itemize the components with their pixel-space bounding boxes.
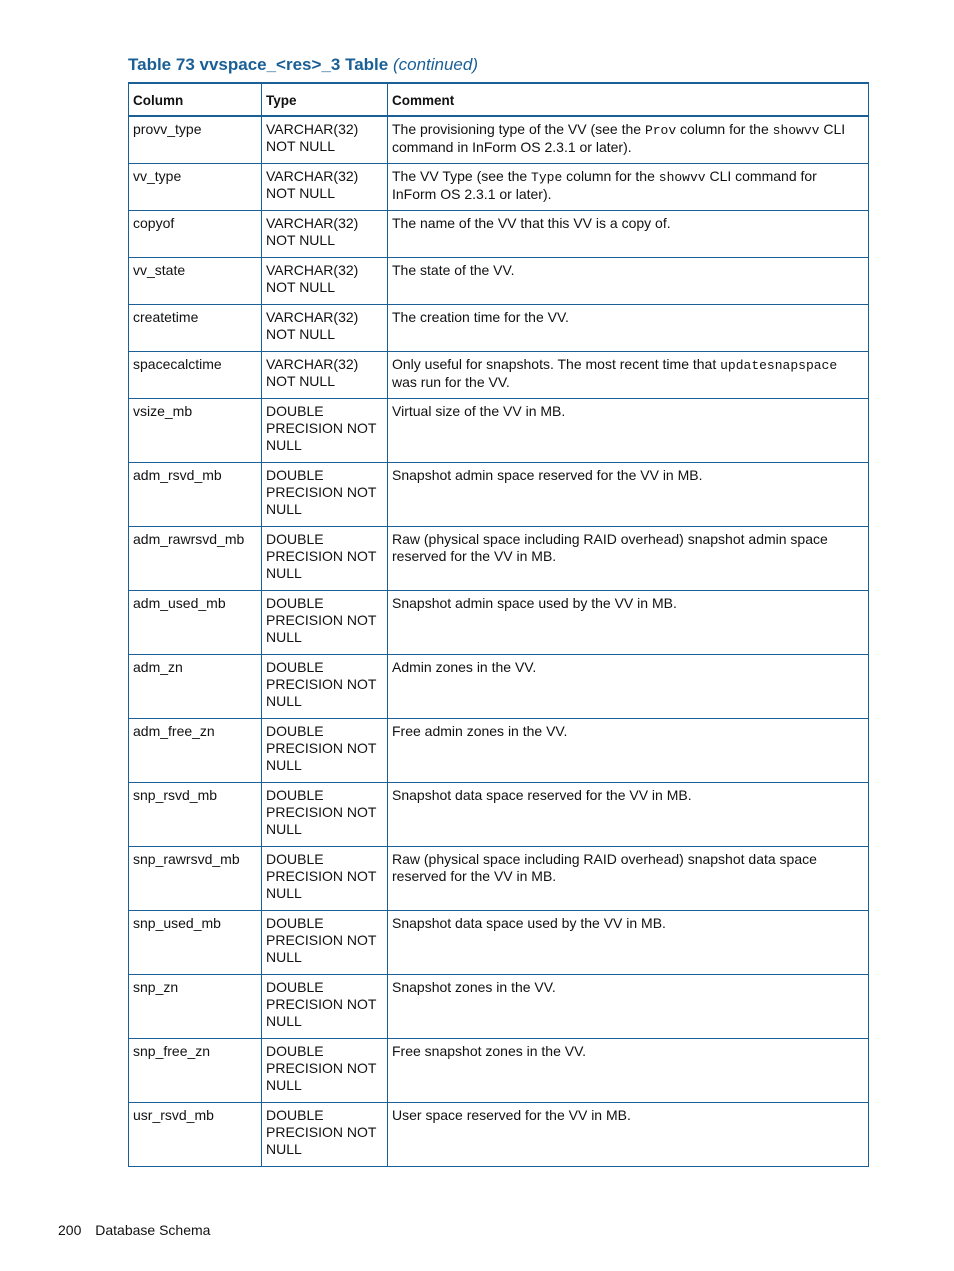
- cell-column-name: snp_free_zn: [129, 1039, 262, 1103]
- cell-type: [262, 352, 388, 399]
- cell-comment: [388, 655, 869, 719]
- cell-column-name: adm_rsvd_mb: [129, 463, 262, 527]
- cell-type: [262, 463, 388, 527]
- header-column: Column: [129, 83, 262, 116]
- cell-column-name: vv_type: [129, 164, 262, 211]
- cell-type: [262, 1039, 388, 1103]
- cell-column-name: snp_rsvd_mb: [129, 783, 262, 847]
- comment-text: Snapshot admin space used by the VV in MB.: [392, 595, 677, 611]
- type-line: VARCHAR(32): [266, 215, 359, 231]
- cell-comment: [388, 463, 869, 527]
- table-row: [129, 164, 869, 211]
- comment-text: Virtual size of the VV in MB.: [392, 403, 566, 419]
- cell-type: [262, 116, 388, 164]
- table-row: [129, 116, 869, 164]
- cell-type: [262, 719, 388, 783]
- comment-text: was run for the VV.: [392, 374, 510, 390]
- type-line: VARCHAR(32): [266, 168, 359, 184]
- comment-text: The state of the VV.: [392, 262, 515, 278]
- cell-column-name: adm_free_zn: [129, 719, 262, 783]
- comment-text: Raw (physical space including RAID overhead) snapshot admin space reserved for the VV in MB.: [392, 531, 828, 564]
- code-term: showvv: [658, 170, 706, 185]
- type-line: VARCHAR(32): [266, 309, 359, 325]
- cell-comment: [388, 399, 869, 463]
- cell-comment: [388, 211, 869, 258]
- table-row: [129, 352, 869, 399]
- cell-column-name: adm_used_mb: [129, 591, 262, 655]
- cell-type: [262, 527, 388, 591]
- code-term: updatesnapspace: [720, 358, 838, 373]
- type-line: NOT NULL: [266, 232, 335, 248]
- cell-comment: [388, 847, 869, 911]
- table-row: [129, 463, 869, 527]
- type-line: NOT NULL: [266, 185, 335, 201]
- comment-text: Free snapshot zones in the VV.: [392, 1043, 587, 1059]
- cell-type: [262, 783, 388, 847]
- type-line: PRECISION NOT: [266, 484, 377, 500]
- section-title: Database Schema: [95, 1222, 211, 1238]
- type-line: NULL: [266, 629, 302, 645]
- type-line: NULL: [266, 1077, 302, 1093]
- type-line: VARCHAR(32): [266, 121, 359, 137]
- type-line: NULL: [266, 437, 302, 453]
- comment-text: Only useful for snapshots. The most recent time that: [392, 356, 721, 372]
- comment-text: Snapshot zones in the VV.: [392, 979, 556, 995]
- table-row: [129, 847, 869, 911]
- type-line: NULL: [266, 693, 302, 709]
- type-line: PRECISION NOT: [266, 932, 377, 948]
- type-line: PRECISION NOT: [266, 804, 377, 820]
- comment-text: Snapshot admin space reserved for the VV in MB.: [392, 467, 703, 483]
- type-line: DOUBLE: [266, 979, 324, 995]
- cell-comment: [388, 1103, 869, 1167]
- type-line: NULL: [266, 821, 302, 837]
- comment-text: Admin zones in the VV.: [392, 659, 537, 675]
- cell-column-name: spacecalctime: [129, 352, 262, 399]
- table-row: [129, 1103, 869, 1167]
- table-row: [129, 258, 869, 305]
- cell-comment: [388, 258, 869, 305]
- comment-text: The VV Type (see the: [392, 168, 532, 184]
- table-row: [129, 399, 869, 463]
- cell-column-name: provv_type: [129, 116, 262, 164]
- type-line: NOT NULL: [266, 279, 335, 295]
- cell-type: [262, 399, 388, 463]
- cell-column-name: snp_zn: [129, 975, 262, 1039]
- type-line: PRECISION NOT: [266, 676, 377, 692]
- cell-type: [262, 975, 388, 1039]
- cell-column-name: copyof: [129, 211, 262, 258]
- cell-comment: [388, 975, 869, 1039]
- cell-type: [262, 591, 388, 655]
- type-line: DOUBLE: [266, 1043, 324, 1059]
- type-line: DOUBLE: [266, 723, 324, 739]
- table-row: [129, 211, 869, 258]
- header-type: Type: [262, 83, 388, 116]
- table-row: [129, 719, 869, 783]
- comment-text: The provisioning type of the VV (see the: [392, 121, 645, 137]
- comment-text: The name of the VV that this VV is a copy of.: [392, 215, 671, 231]
- type-line: NULL: [266, 501, 302, 517]
- type-line: VARCHAR(32): [266, 262, 359, 278]
- table-title: Table 73 vvspace_<res>_3 Table: [128, 55, 389, 74]
- type-line: NOT NULL: [266, 138, 335, 154]
- type-line: PRECISION NOT: [266, 1060, 377, 1076]
- cell-comment: [388, 352, 869, 399]
- cell-comment: [388, 1039, 869, 1103]
- cell-type: [262, 164, 388, 211]
- header-row: [129, 83, 869, 116]
- type-line: PRECISION NOT: [266, 1124, 377, 1140]
- cell-column-name: vv_state: [129, 258, 262, 305]
- type-line: DOUBLE: [266, 659, 324, 675]
- comment-text: column for the: [562, 168, 659, 184]
- comment-text: CLI command for InForm OS 2.3.1 or later).: [392, 168, 817, 202]
- table-row: [129, 305, 869, 352]
- cell-column-name: snp_used_mb: [129, 911, 262, 975]
- cell-column-name: adm_rawrsvd_mb: [129, 527, 262, 591]
- cell-type: [262, 211, 388, 258]
- type-line: NULL: [266, 885, 302, 901]
- type-line: DOUBLE: [266, 851, 324, 867]
- comment-text: User space reserved for the VV in MB.: [392, 1107, 631, 1123]
- page-footer: [58, 1222, 210, 1238]
- cell-comment: [388, 164, 869, 211]
- type-line: DOUBLE: [266, 787, 324, 803]
- cell-comment: [388, 591, 869, 655]
- cell-type: [262, 258, 388, 305]
- comment-text: CLI command in InForm OS 2.3.1 or later).: [392, 121, 846, 155]
- type-line: DOUBLE: [266, 531, 324, 547]
- type-line: NOT NULL: [266, 373, 335, 389]
- cell-comment: [388, 116, 869, 164]
- cell-comment: [388, 527, 869, 591]
- type-line: NULL: [266, 1013, 302, 1029]
- type-line: DOUBLE: [266, 403, 324, 419]
- cell-column-name: adm_zn: [129, 655, 262, 719]
- code-term: showvv: [772, 123, 820, 138]
- type-line: DOUBLE: [266, 595, 324, 611]
- table-caption: [128, 55, 478, 75]
- cell-column-name: usr_rsvd_mb: [129, 1103, 262, 1167]
- type-line: DOUBLE: [266, 915, 324, 931]
- type-line: NULL: [266, 1141, 302, 1157]
- cell-comment: [388, 911, 869, 975]
- cell-type: [262, 1103, 388, 1167]
- table-row: [129, 655, 869, 719]
- comment-text: Free admin zones in the VV.: [392, 723, 568, 739]
- type-line: DOUBLE: [266, 467, 324, 483]
- cell-column-name: snp_rawrsvd_mb: [129, 847, 262, 911]
- schema-table: [128, 82, 869, 1167]
- table-row: [129, 783, 869, 847]
- table-row: [129, 527, 869, 591]
- cell-type: [262, 847, 388, 911]
- cell-comment: [388, 719, 869, 783]
- cell-type: [262, 655, 388, 719]
- table-row: [129, 911, 869, 975]
- type-line: DOUBLE: [266, 1107, 324, 1123]
- cell-column-name: vsize_mb: [129, 399, 262, 463]
- type-line: PRECISION NOT: [266, 996, 377, 1012]
- type-line: PRECISION NOT: [266, 548, 377, 564]
- type-line: NULL: [266, 949, 302, 965]
- header-comment: Comment: [388, 83, 869, 116]
- comment-text: The creation time for the VV.: [392, 309, 569, 325]
- code-term: Prov: [644, 123, 677, 138]
- comment-text: Snapshot data space used by the VV in MB.: [392, 915, 666, 931]
- continued-label: (continued): [392, 55, 479, 74]
- type-line: NULL: [266, 565, 302, 581]
- comment-text: Raw (physical space including RAID overhead) snapshot data space reserved for the VV in MB.: [392, 851, 817, 884]
- cell-type: [262, 305, 388, 352]
- type-line: PRECISION NOT: [266, 612, 377, 628]
- table-body: [129, 116, 869, 1167]
- cell-column-name: createtime: [129, 305, 262, 352]
- code-term: Type: [531, 170, 563, 185]
- type-line: NULL: [266, 757, 302, 773]
- cell-comment: [388, 783, 869, 847]
- page-number: 200: [58, 1222, 82, 1238]
- comment-text: column for the: [676, 121, 773, 137]
- type-line: NOT NULL: [266, 326, 335, 342]
- table-row: [129, 1039, 869, 1103]
- cell-type: [262, 911, 388, 975]
- comment-text: Snapshot data space reserved for the VV in MB.: [392, 787, 692, 803]
- type-line: PRECISION NOT: [266, 740, 377, 756]
- table-row: [129, 591, 869, 655]
- type-line: PRECISION NOT: [266, 420, 377, 436]
- cell-comment: [388, 305, 869, 352]
- type-line: PRECISION NOT: [266, 868, 377, 884]
- table-row: [129, 975, 869, 1039]
- type-line: VARCHAR(32): [266, 356, 359, 372]
